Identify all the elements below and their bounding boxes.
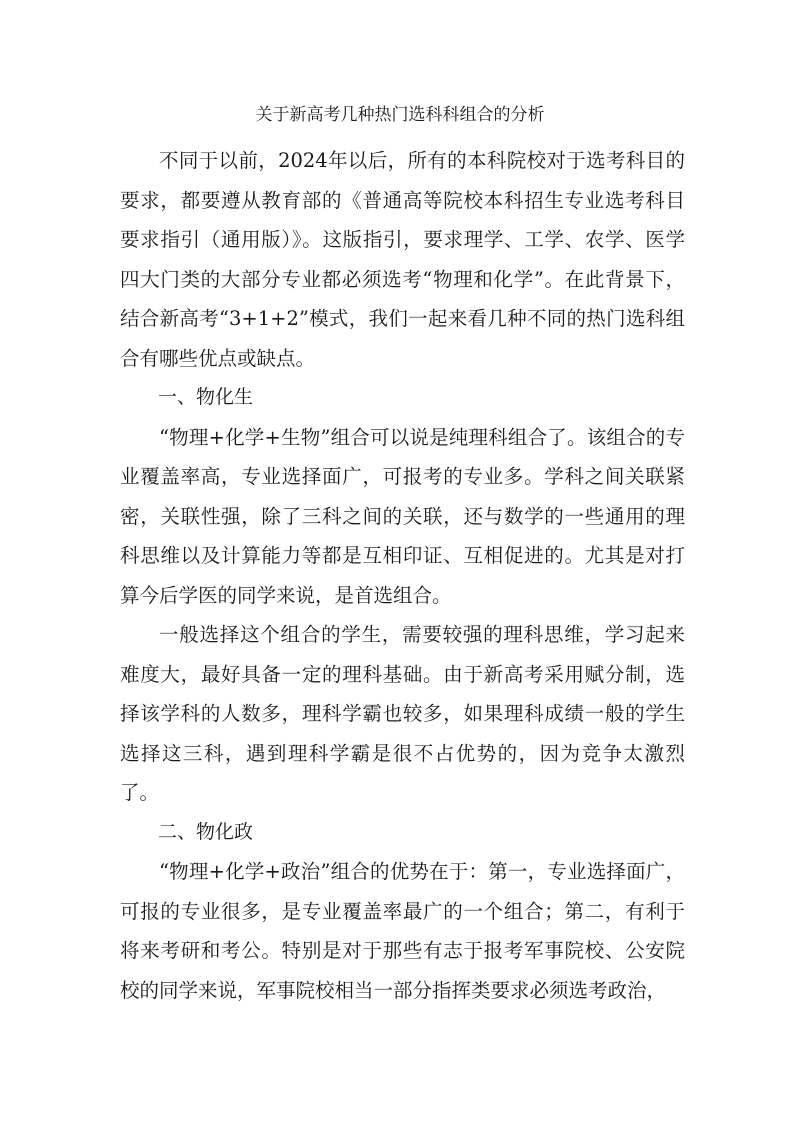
section-heading-wuhuazheng: 二、物化政 xyxy=(158,820,254,843)
paragraph-wuhuasheng-considerations: 一般选择这个组合的学生，需要较强的理科思维，学习起来难度大，最好具备一定的理科基础。由于新高考采用赋分制，选择该学科的人数多，理科学霸也较多，如果理科成绩一般的学生选择这三科，遇到理科学霸是很不占优势的，因为竞争太激烈了。 xyxy=(120,623,685,804)
document-body xyxy=(120,141,685,1010)
section-heading-wuhuasheng: 一、物化生 xyxy=(158,386,254,408)
paragraph-intro: 不同于以前，2024年以后，所有的本科院校对于选考科目的要求，都要遵从教育部的《普通高等院校本科招生专业选考科目要求指引（通用版）》。这版指引，要求理学、工学、农学、医学四大门类的大部分专业都必须选考“物理和化学”。在此背景下，结合新高考“3+1+2”模式，我们一起来看几种不同的热门选科组合有哪些优点或缺点。 xyxy=(120,149,685,370)
paragraph-wuhuazheng-advantages: “物理+化学+政治”组合的优势在于：第一，专业选择面广，可报的专业很多，是专业覆盖率最广的一个组合；第二，有利于将来考研和考公。特别是对于那些有志于报考军事院校、公安院校的同学来说，军事院校相当一部分指挥类要求必须选考政治， xyxy=(120,860,685,1002)
document-title: 关于新高考几种热门选科科组合的分析 xyxy=(255,105,545,125)
paragraph-wuhuasheng-advantages: “物理+化学+生物”组合可以说是纯理科组合了。该组合的专业覆盖率高，专业选择面广，可报考的专业多。学科之间关联紧密，关联性强，除了三科之间的关联，还与数学的一些通用的理科思维以及计算能力等都是互相印证、互相促进的。尤其是对打算今后学医的同学来说，是首选组合。 xyxy=(120,425,685,607)
